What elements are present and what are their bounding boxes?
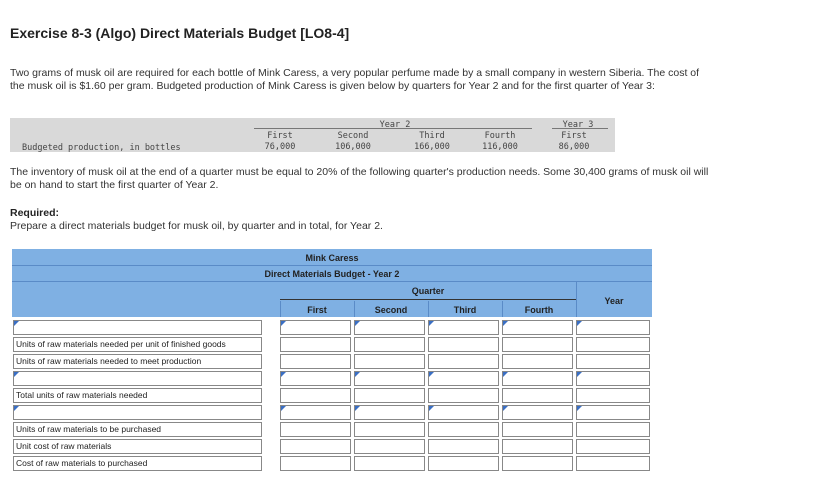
col-first: First bbox=[307, 305, 327, 315]
r8-third-input[interactable] bbox=[428, 439, 499, 454]
r2-first-input[interactable] bbox=[280, 337, 351, 352]
r1-year-input[interactable] bbox=[576, 320, 650, 335]
quarter-value-1: 76,000 bbox=[264, 142, 296, 152]
row-label-input-3[interactable] bbox=[13, 405, 262, 420]
row-label-unit-cost: Unit cost of raw materials bbox=[13, 439, 262, 454]
r7-third-input[interactable] bbox=[428, 422, 499, 437]
r8-first-input[interactable] bbox=[280, 439, 351, 454]
row-label-input-1[interactable] bbox=[13, 320, 262, 335]
r8-second-input[interactable] bbox=[354, 439, 425, 454]
row-label-total-needed: Total units of raw materials needed bbox=[13, 388, 262, 403]
quarter-label-3: Third bbox=[419, 131, 445, 141]
row-label-units-per-unit: Units of raw materials needed per unit of finished goods bbox=[13, 337, 262, 352]
r3-year-input[interactable] bbox=[576, 354, 650, 369]
r8-year-input[interactable] bbox=[576, 439, 650, 454]
quarter-value-2: 106,000 bbox=[335, 142, 371, 152]
r1-fourth-input[interactable] bbox=[502, 320, 573, 335]
year3-header: Year 3 bbox=[562, 120, 594, 130]
r2-third-input[interactable] bbox=[428, 337, 499, 352]
r1-first-input[interactable] bbox=[280, 320, 351, 335]
r5-fourth-input[interactable] bbox=[502, 388, 573, 403]
r4-fourth-input[interactable] bbox=[502, 371, 573, 386]
r3-first-input[interactable] bbox=[280, 354, 351, 369]
r6-second-input[interactable] bbox=[354, 405, 425, 420]
col-year: Year bbox=[604, 296, 624, 306]
r6-third-input[interactable] bbox=[428, 405, 499, 420]
r9-year-input[interactable] bbox=[576, 456, 650, 471]
r3-fourth-input[interactable] bbox=[502, 354, 573, 369]
r3-third-input[interactable] bbox=[428, 354, 499, 369]
col-fourth: Fourth bbox=[524, 305, 554, 315]
quarter-label-2: Second bbox=[337, 131, 369, 141]
r5-first-input[interactable] bbox=[280, 388, 351, 403]
exercise-title: Exercise 8-3 (Algo) Direct Materials Budget [LO8-4] bbox=[10, 25, 350, 41]
r9-fourth-input[interactable] bbox=[502, 456, 573, 471]
quarter-value-3: 166,000 bbox=[414, 142, 450, 152]
r4-first-input[interactable] bbox=[280, 371, 351, 386]
company-name: Mink Caress bbox=[305, 253, 359, 263]
row-label-input-2[interactable] bbox=[13, 371, 262, 386]
year2-header: Year 2 bbox=[379, 120, 411, 130]
quarter-value-5: 86,000 bbox=[558, 142, 590, 152]
quarter-label-1: First bbox=[267, 131, 293, 141]
row-label-needed-production: Units of raw materials needed to meet production bbox=[13, 354, 262, 369]
r6-year-input[interactable] bbox=[576, 405, 650, 420]
required-heading: Required: bbox=[10, 207, 60, 219]
year2-underline bbox=[254, 128, 532, 129]
r2-year-input[interactable] bbox=[576, 337, 650, 352]
r7-second-input[interactable] bbox=[354, 422, 425, 437]
production-row-label: Budgeted production, in bottles bbox=[22, 143, 181, 153]
required-text: Prepare a direct materials budget for musk oil, by quarter and in total, for Year 2. bbox=[10, 220, 383, 232]
r6-fourth-input[interactable] bbox=[502, 405, 573, 420]
year3-underline bbox=[552, 128, 608, 129]
r1-third-input[interactable] bbox=[428, 320, 499, 335]
r9-first-input[interactable] bbox=[280, 456, 351, 471]
row-label-cost-to-purchase: Cost of raw materials to purchased bbox=[13, 456, 262, 471]
quarter-value-4: 116,000 bbox=[482, 142, 518, 152]
r3-second-input[interactable] bbox=[354, 354, 425, 369]
r4-third-input[interactable] bbox=[428, 371, 499, 386]
r6-first-input[interactable] bbox=[280, 405, 351, 420]
quarter-header: Quarter bbox=[411, 286, 445, 296]
intro-paragraph: Two grams of musk oil are required for each bottle of Mink Caress, a very popular perfume made by a small company in western Siberia. The cost of the musk oil is $1.60 per gram. Budgeted production of Mink Caress is given below by quarters for Year 2 and for the first quarter of Year 3: bbox=[10, 67, 700, 92]
r5-third-input[interactable] bbox=[428, 388, 499, 403]
r9-second-input[interactable] bbox=[354, 456, 425, 471]
col-third: Third bbox=[453, 305, 477, 315]
quarter-label-4: Fourth bbox=[484, 131, 516, 141]
r7-year-input[interactable] bbox=[576, 422, 650, 437]
quarter-label-5: First bbox=[561, 131, 587, 141]
row-label-to-purchase: Units of raw materials to be purchased bbox=[13, 422, 262, 437]
r2-second-input[interactable] bbox=[354, 337, 425, 352]
col-second: Second bbox=[374, 305, 408, 315]
inventory-paragraph: The inventory of musk oil at the end of a quarter must be equal to 20% of the following quarter's production needs. Some 30,400 grams of musk oil will be on hand to start the first quarter of Year 2. bbox=[10, 166, 709, 191]
r7-first-input[interactable] bbox=[280, 422, 351, 437]
r4-year-input[interactable] bbox=[576, 371, 650, 386]
r2-fourth-input[interactable] bbox=[502, 337, 573, 352]
r1-second-input[interactable] bbox=[354, 320, 425, 335]
r9-third-input[interactable] bbox=[428, 456, 499, 471]
r7-fourth-input[interactable] bbox=[502, 422, 573, 437]
r8-fourth-input[interactable] bbox=[502, 439, 573, 454]
r5-year-input[interactable] bbox=[576, 388, 650, 403]
r4-second-input[interactable] bbox=[354, 371, 425, 386]
budget-title: Direct Materials Budget - Year 2 bbox=[264, 269, 400, 279]
r5-second-input[interactable] bbox=[354, 388, 425, 403]
direct-materials-budget-table bbox=[10, 249, 653, 475]
production-table bbox=[10, 118, 615, 152]
